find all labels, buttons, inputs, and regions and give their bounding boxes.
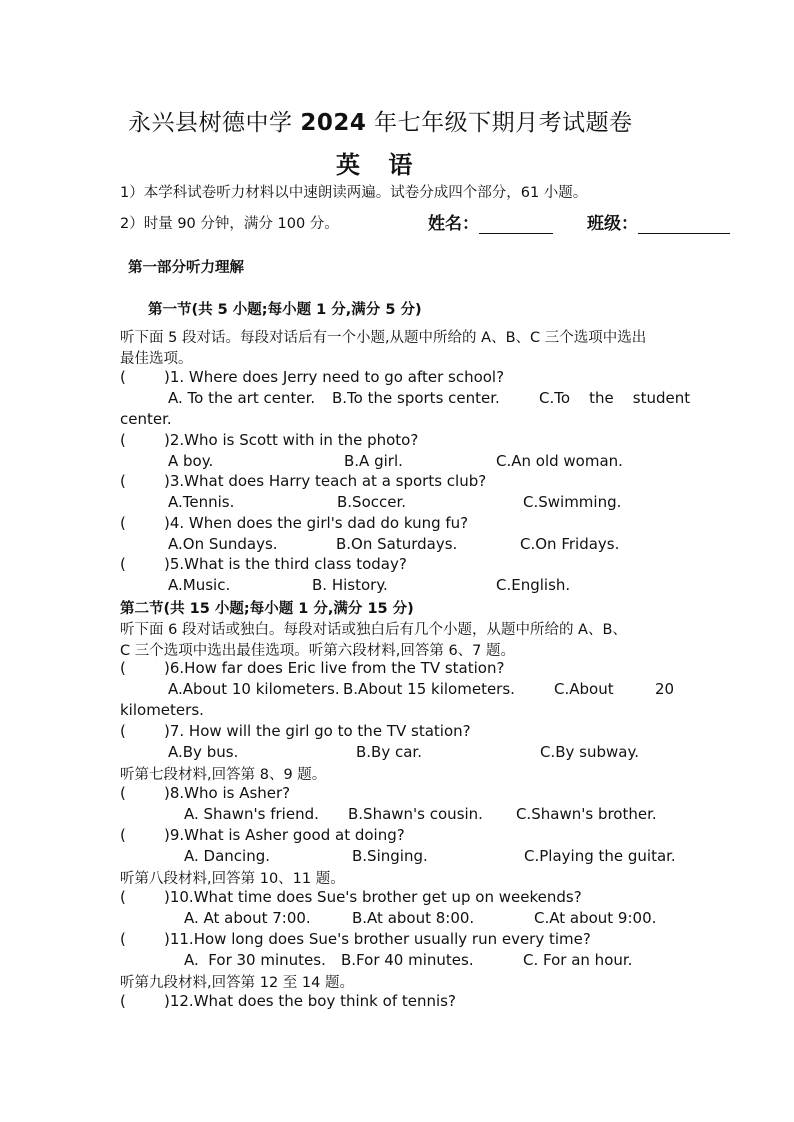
question-1-option-b: B.To the sports center. bbox=[332, 389, 500, 407]
section2-instr-1: 听下面 6 段对话或独白。每段对话或独白后有几个小题，从题中所给的 A、B、 bbox=[120, 622, 627, 638]
title-prefix: 永兴县树德中学 bbox=[128, 110, 293, 136]
group-8-instr: 听第八段材料,回答第 10、11 题。 bbox=[120, 871, 345, 887]
question-7-option-b: B.By car. bbox=[356, 743, 422, 761]
question-11-option-a: A. For 30 minutes. bbox=[184, 951, 326, 969]
part1-title: 第一部分听力理解 bbox=[128, 260, 244, 276]
note-1: 1）本学科试卷听力材料以中速朗读两遍。试卷分成四个部分，61 小题。 bbox=[120, 185, 588, 201]
question-1-option-a: A. To the art center. bbox=[168, 389, 316, 407]
group-9-instr: 听第九段材料,回答第 12 至 14 题。 bbox=[120, 975, 354, 991]
question-1-stem: ( )1. Where does Jerry need to go after school? bbox=[120, 368, 505, 386]
section1-title: 第一节(共 5 小题;每小题 1 分,满分 5 分) bbox=[148, 302, 422, 318]
question-1-option-c: C.To the student bbox=[539, 389, 691, 407]
question-12-stem: ( )12.What does the boy think of tennis? bbox=[120, 992, 456, 1010]
question-2-option-a: A boy. bbox=[168, 452, 214, 470]
question-8-stem: ( )8.Who is Asher? bbox=[120, 784, 291, 802]
question-4-option-b: B.On Saturdays. bbox=[336, 535, 458, 553]
class-label: 班级： bbox=[587, 214, 638, 234]
question-8-option-c: C.Shawn's brother. bbox=[516, 805, 657, 823]
question-4-stem: ( )4. When does the girl's dad do kung fu? bbox=[120, 514, 469, 532]
question-4-option-a: A.On Sundays. bbox=[168, 535, 278, 553]
question-7-stem: ( )7. How will the girl go to the TV station? bbox=[120, 722, 471, 740]
question-2-option-c: C.An old woman. bbox=[496, 452, 623, 470]
question-9-stem: ( )9.What is Asher good at doing? bbox=[120, 826, 405, 844]
question-6-option-c: C.About bbox=[554, 680, 614, 698]
question-3-stem: ( )3.What does Harry teach at a sports club? bbox=[120, 472, 487, 490]
title-suffix: 年七年级下期月考试题卷 bbox=[374, 110, 633, 136]
question-4-option-c: C.On Fridays. bbox=[520, 535, 620, 553]
question-6-option-b: B.About 15 kilometers. bbox=[343, 680, 515, 698]
class-blank[interactable] bbox=[638, 215, 730, 234]
page-title bbox=[128, 104, 633, 137]
question-10-option-b: B.At about 8:00. bbox=[352, 909, 475, 927]
note-2: 2）时量 90 分钟，满分 100 分。 bbox=[120, 216, 339, 232]
question-5-stem: ( )5.What is the third class today? bbox=[120, 555, 407, 573]
question-7-option-c: C.By subway. bbox=[540, 743, 639, 761]
class-field bbox=[587, 209, 730, 234]
question-6-option-a: A.About 10 kilometers. bbox=[168, 680, 340, 698]
question-2-option-b: B.A girl. bbox=[344, 452, 403, 470]
question-6-option-c-wrap: kilometers. bbox=[120, 701, 204, 719]
question-2-stem: ( )2.Who is Scott with in the photo? bbox=[120, 431, 419, 449]
question-6-stem: ( )6.How far does Eric live from the TV station? bbox=[120, 659, 505, 677]
question-11-option-b: B.For 40 minutes. bbox=[341, 951, 474, 969]
section1-instr-2: 最佳选项。 bbox=[120, 351, 193, 367]
question-3-option-b: B.Soccer. bbox=[337, 493, 407, 511]
name-label: 姓名： bbox=[428, 214, 479, 234]
subject-title: 英 语 bbox=[336, 151, 423, 179]
question-8-option-a: A. Shawn's friend. bbox=[184, 805, 319, 823]
question-11-stem: ( )11.How long does Sue's brother usually run every time? bbox=[120, 930, 591, 948]
question-3-option-c: C.Swimming. bbox=[523, 493, 622, 511]
question-3-option-a: A.Tennis. bbox=[168, 493, 235, 511]
name-blank[interactable] bbox=[479, 215, 553, 234]
section1-instr-1: 听下面 5 段对话。每段对话后有一个小题,从题中所给的 A、B、C 三个选项中选出 bbox=[120, 330, 647, 346]
question-8-option-b: B.Shawn's cousin. bbox=[348, 805, 483, 823]
question-7-option-a: A.By bus. bbox=[168, 743, 239, 761]
question-11-option-c: C. For an hour. bbox=[523, 951, 633, 969]
question-1-option-c-wrap: center. bbox=[120, 410, 172, 428]
question-6-option-c-number: 20 bbox=[655, 680, 675, 698]
title-year: 2024 bbox=[300, 110, 367, 136]
question-9-option-c: C.Playing the guitar. bbox=[524, 847, 676, 865]
section2-instr-2: C 三个选项中选出最佳选项。听第六段材料,回答第 6、7 题。 bbox=[120, 643, 516, 659]
name-field bbox=[428, 209, 553, 234]
question-10-stem: ( )10.What time does Sue's brother get up on weekends? bbox=[120, 888, 582, 906]
question-9-option-b: B.Singing. bbox=[352, 847, 428, 865]
question-10-option-a: A. At about 7:00. bbox=[184, 909, 311, 927]
question-9-option-a: A. Dancing. bbox=[184, 847, 270, 865]
section2-title: 第二节(共 15 小题;每小题 1 分,满分 15 分) bbox=[120, 601, 414, 617]
question-5-option-b: B. History. bbox=[312, 576, 388, 594]
question-5-option-a: A.Music. bbox=[168, 576, 231, 594]
group-7-instr: 听第七段材料,回答第 8、9 题。 bbox=[120, 767, 327, 783]
question-10-option-c: C.At about 9:00. bbox=[534, 909, 657, 927]
question-5-option-c: C.English. bbox=[496, 576, 571, 594]
